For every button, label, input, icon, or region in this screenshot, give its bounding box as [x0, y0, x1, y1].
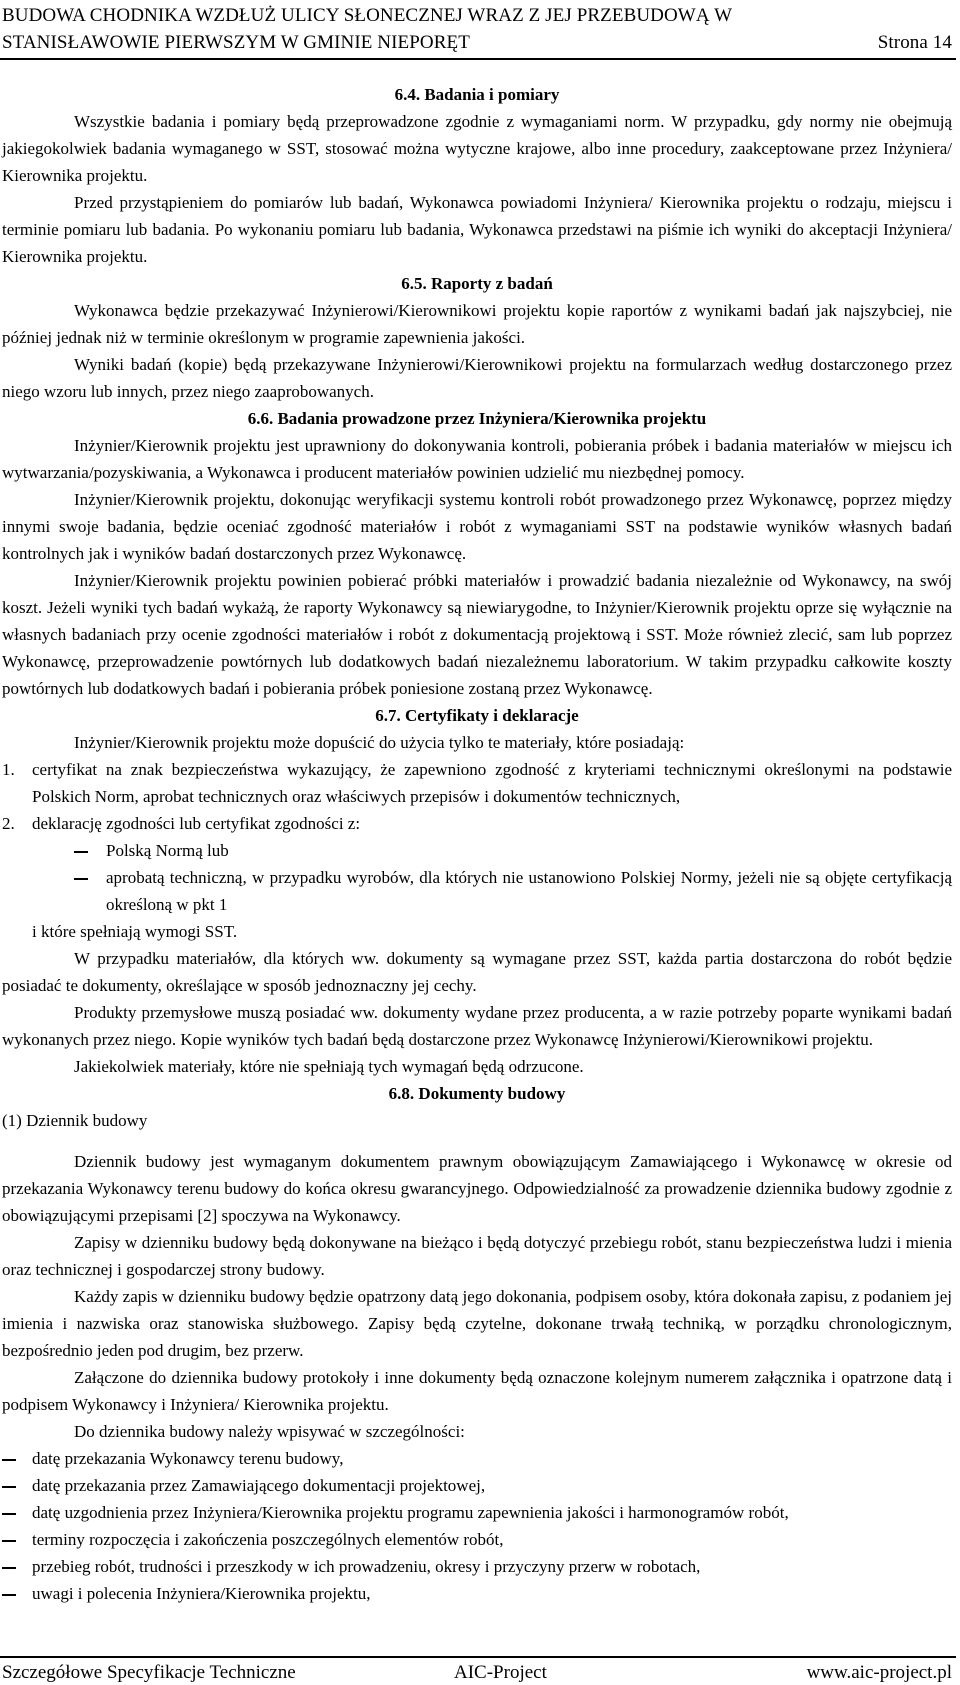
dash-list-item: [2, 1445, 952, 1472]
dash-marker: [74, 837, 106, 864]
dash-marker: [2, 1445, 32, 1472]
header-rule: [0, 58, 956, 60]
list-item-text: Polską Normą lub: [106, 841, 229, 860]
paragraph: Przed przystąpieniem do pomiarów lub badań, Wykonawca powiadomi Inżyniera/ Kierownika projektu o rodzaju, miejscu i terminie pomiaru lub badania. Po wykonaniu pomiaru lub badania, Wykonawca przedstawi na piśmie ich wyniki do akceptacji Inżyniera/ Kierownika projektu.: [2, 193, 952, 266]
list-item-text: terminy rozpoczęcia i zakończenia poszczególnych elementów robót,: [32, 1530, 504, 1549]
subheading: (1) Dziennik budowy: [2, 1111, 148, 1130]
dash-list-item: [2, 1526, 952, 1553]
paragraph: Wyniki badań (kopie) będą przekazywane Inżynierowi/Kierownikowi projektu na formularzach według dostarczonego przez niego wzoru lub innych, przez niego zaaprobowanych.: [2, 355, 952, 401]
dash-list-item: [2, 1580, 952, 1607]
paragraph: W przypadku materiałów, dla których ww. dokumenty są wymagane przez SST, każda partia dostarczona do robót będzie posiadać te dokumenty, określające w sposób jednoznaczny jej cechy.: [2, 949, 952, 995]
page-number: Strona 14: [877, 32, 952, 53]
dash-marker: [74, 864, 106, 918]
page-footer: [2, 1661, 952, 1685]
paragraph: Zapisy w dzienniku budowy będą dokonywane na bieżąco i będą dotyczyć przebiegu robót, stanu bezpieczeństwa ludzi i mienia oraz technicznej i gospodarczej strony budowy.: [2, 1233, 952, 1279]
paragraph: Inżynier/Kierownik projektu może dopuścić do użycia tylko te materiały, które posiadają:: [74, 733, 685, 752]
paragraph: Inżynier/Kierownik projektu jest uprawniony do dokonywania kontroli, pobierania próbek i badania materiałów w miejscu ich wytwarzania/pozyskiwania, a Wykonawca i producent materiałów powinien udzielić mu niezbędnej pomocy.: [2, 436, 952, 482]
header-title-line1: BUDOWA CHODNIKA WZDŁUŻ ULICY SŁONECZNEJ WRAZ Z JEJ PRZEBUDOWĄ W: [2, 5, 733, 26]
section-heading-6-7: 6.7. Certyfikaty i deklaracje: [375, 706, 579, 725]
footer-company: AIC-Project: [454, 1662, 547, 1683]
list-item-text: aprobatą techniczną, w przypadku wyrobów, dla których nie ustanowiono Polskiej Normy, jeżeli nie są objęte certyfikacją określoną w pkt 1: [106, 868, 952, 914]
paragraph: Załączone do dziennika budowy protokoły i inne dokumenty będą oznaczone kolejnym numerem załącznika i opatrzone datą i podpisem Wykonawcy i Inżyniera/ Kierownika projektu.: [2, 1368, 952, 1414]
section-heading-6-4: 6.4. Badania i pomiary: [394, 85, 560, 104]
section-heading-6-8: 6.8. Dokumenty budowy: [388, 1084, 566, 1103]
paragraph: Każdy zapis w dzienniku budowy będzie opatrzony datą jego dokonania, podpisem osoby, która dokonała zapisu, z podaniem jej imienia i nazwiska oraz stanowiska służbowego. Zapisy będą czytelne, dokonane trwałą techniką, w porządku chronologicznym, bezpośrednio jeden pod drugim, bez przerw.: [2, 1287, 952, 1360]
paragraph: i które spełniają wymogi SST.: [32, 922, 238, 941]
footer-title: Szczegółowe Specyfikacje Techniczne: [2, 1662, 296, 1683]
list-number: 2.: [2, 814, 15, 833]
dash-list-item: [2, 1553, 952, 1580]
dash-list-item: [2, 1499, 952, 1526]
dash-marker: [2, 1499, 32, 1526]
list-item-text: uwagi i polecenia Inżyniera/Kierownika projektu,: [32, 1584, 371, 1603]
dash-list-item: [2, 837, 952, 864]
list-item-text: datę uzgodnienia przez Inżyniera/Kierownika projektu programu zapewnienia jakości i harmonogramów robót,: [32, 1503, 789, 1522]
dash-marker: [2, 1472, 32, 1499]
list-item-text: datę przekazania Wykonawcy terenu budowy,: [32, 1449, 344, 1468]
paragraph: Inżynier/Kierownik projektu, dokonując weryfikacji systemu kontroli robót prowadzonego przez Wykonawcę, poprzez między innymi swoje badania, będzie oceniać zgodność materiałów i robót z wymaganiami SST na podstawie wyników własnych badań kontrolnych jak i wyników badań dostarczonych przez Wykonawcę.: [2, 490, 952, 563]
dash-marker: [2, 1526, 32, 1553]
header-title-line2: STANISŁAWOWIE PIERWSZYM W GMINIE NIEPORĘT: [2, 32, 470, 53]
page-header: [2, 2, 952, 56]
paragraph: Inżynier/Kierownik projektu powinien pobierać próbki materiałów i prowadzić badania niezależnie od Wykonawcy, na swój koszt. Jeżeli wyniki tych badań wykażą, że raporty Wykonawcy są niewiarygodne, to Inżynier/Kierownik projektu oprze się wyłącznie na własnych badaniach przy ocenie zgodności materiałów i robót z dokumentacją projektową i SST. Może również zlecić, sam lub poprzez Wykonawcę, przeprowadzenie powtórnych lub dodatkowych badań niezależnemu laboratorium. W takim przypadku całkowite koszty powtórnych lub dodatkowych badań i pobierania próbek poniesione zostaną przez Wykonawcę.: [2, 571, 952, 698]
list-number: 1.: [2, 760, 15, 779]
paragraph: Do dziennika budowy należy wpisywać w szczególności:: [74, 1422, 465, 1441]
footer-website: www.aic-project.pl: [806, 1662, 952, 1683]
paragraph: Dziennik budowy jest wymaganym dokumentem prawnym obowiązującym Zamawiającego i Wykonawcę w okresie od przekazania Wykonawcy terenu budowy do końca okresu gwarancyjnego. Odpowiedzialność za prowadzenie dziennika budowy zgodnie z obowiązującymi przepisami [2] spoczywa na Wykonawcy.: [2, 1152, 952, 1225]
dash-list-item: [2, 1472, 952, 1499]
list-item-text: przebieg robót, trudności i przeszkody w ich prowadzeniu, okresy i przyczyny przerw w robotach,: [32, 1557, 701, 1576]
paragraph: Wszystkie badania i pomiary będą przeprowadzone zgodnie z wymaganiami norm. W przypadku, gdy normy nie obejmują jakiegokolwiek badania wymaganego w SST, stosować można wytyczne krajowe, albo inne procedury, zaakceptowane przez Inżyniera/ Kierownika projektu.: [2, 112, 952, 185]
document-body: [2, 81, 952, 1607]
list-item-text: datę przekazania przez Zamawiającego dokumentacji projektowej,: [32, 1476, 486, 1495]
footer-rule: [0, 1656, 956, 1658]
paragraph: Wykonawca będzie przekazywać Inżynierowi/Kierownikowi projektu kopie raportów z wynikami badań jak najszybciej, nie później jednak niż w terminie określonym w programie zapewnienia jakości.: [2, 301, 952, 347]
paragraph: Jakiekolwiek materiały, które nie spełniają tych wymagań będą odrzucone.: [74, 1057, 584, 1076]
list-item-text: certyfikat na znak bezpieczeństwa wykazujący, że zapewniono zgodność z kryteriami technicznymi określonymi na podstawie Polskich Norm, aprobat technicznych oraz właściwych przepisów i dokumentów technicznych,: [32, 760, 952, 806]
dash-list-item: [2, 864, 952, 918]
dash-marker: [2, 1580, 32, 1607]
section-heading-6-6: 6.6. Badania prowadzone przez Inżyniera/Kierownika projektu: [247, 409, 707, 428]
section-heading-6-5: 6.5. Raporty z badań: [401, 274, 553, 293]
numbered-list-item: [2, 810, 952, 837]
list-item-text: deklarację zgodności lub certyfikat zgodności z:: [32, 814, 361, 833]
header-line2: [2, 29, 952, 56]
paragraph: Produkty przemysłowe muszą posiadać ww. dokumenty wydane przez producenta, a w razie potrzeby poparte wynikami badań wykonanych przez niego. Kopie wyników tych badań będą dostarczone przez Wykonawcę Inżynierowi/Kierownikowi projektu.: [2, 1003, 952, 1049]
numbered-list-item: [2, 756, 952, 810]
dash-marker: [2, 1553, 32, 1580]
